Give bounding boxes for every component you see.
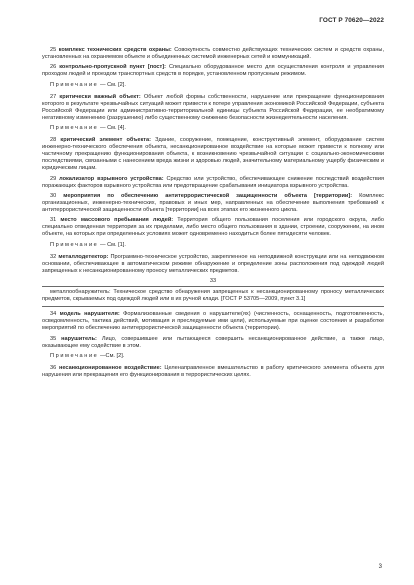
term-entry-28 xyxy=(42,137,384,172)
note-label: Примечание xyxy=(50,81,99,88)
term-entry-35 xyxy=(42,336,384,350)
term-definition: Здание, сооружение, помещение, конструктивный элемент, оборудование систем инженерно-технического обеспечения объекта, несанкционированное воздействие на которые может привести к полному или частичному прекращению функционирования объекта, к возникновению чрезвычайной ситуации с социально-экономическими последствиями, связанными с нанесением вреда жизни и здоровью людей, значительному материальному ущербу физическим и юридическим лицам. xyxy=(42,137,385,172)
note-label: Примечание xyxy=(50,125,99,132)
entry-number: 35 xyxy=(50,335,57,342)
note-35 xyxy=(42,353,384,360)
term-entry-27 xyxy=(42,94,384,122)
term-name: критический элемент объекта: xyxy=(60,137,151,144)
term-name: место массового пребывания людей: xyxy=(60,217,174,224)
term-definition: Совокупность совместно действующих технических систем и средств охраны, установленных на охраняемом объекте и объединенных системой инженерных сетей и коммуникаций. xyxy=(42,47,385,61)
term-name: нарушитель: xyxy=(61,335,97,342)
note-label: Примечание xyxy=(50,353,99,360)
term-entry-30 xyxy=(42,193,384,214)
entry-number: 25 xyxy=(50,47,57,53)
note-label: Примечание xyxy=(50,241,99,248)
note-text: — См. [1]. xyxy=(99,241,126,248)
term-name: металлодетектор: xyxy=(58,253,109,260)
page-number: 3 xyxy=(378,563,382,570)
term-entry-36 xyxy=(42,365,384,379)
note-31 xyxy=(42,242,384,249)
entry-number: 28 xyxy=(50,137,57,144)
term-name: несанкционированное воздействие: xyxy=(58,365,162,372)
referenced-definition xyxy=(42,289,384,303)
note-text: —См. [2]. xyxy=(99,353,125,360)
term-definition: Специально оборудованное место для осуществления контроля и управления проходом людей и проездом транспортных средств в порядке, установленном пропускным режимом. xyxy=(42,64,384,78)
term-definition: Объект любой формы собственности, нарушение или прекращение функционирования которого в результате чрезвычайных ситуаций может привести к потере управления экономикой Российской Федерации, субъекта Российской Федерации или административно-территориальной единицы субъекта Российской Федерации, ее необратимому негативному изменению (разрушению) либо существенному снижению безопасности жизнедеятельности населения. xyxy=(42,93,384,121)
note-27 xyxy=(42,125,384,132)
term-name: модель нарушителя: xyxy=(59,311,120,318)
term-entry-32 xyxy=(42,254,384,275)
term-definition: Лицо, совершившее или пытающееся совершить несанкционированное действие, а также лицо, оказывающее ему содействие в этом. xyxy=(42,335,384,349)
source-reference: [ГОСТ Р 53705—2009, пункт 3.1] xyxy=(221,296,306,303)
term-definition: Средство или устройство, обеспечивающее снижение последствий воздействия поражающих факторов взрывного устройства или предотвращение срабатывания инициатора взрывного устройства. xyxy=(42,175,384,189)
term-name: локализатор взрывного устройства: xyxy=(59,175,164,182)
note-26 xyxy=(42,82,384,89)
entry-number: 34 xyxy=(50,311,57,318)
term-definition: Целенаправленное вмешательство в работу критического элемента объекта для нарушения или прекращения его функционирования в террористических целях. xyxy=(42,365,385,379)
entry-number: 36 xyxy=(50,365,57,372)
term-entry-25 xyxy=(42,47,384,61)
term-name: мероприятия по обеспечению антитеррористической защищенности объекта [территории]: xyxy=(63,192,353,199)
term-entry-31 xyxy=(42,217,384,238)
standard-header: ГОСТ Р 70620—2022 xyxy=(319,17,384,24)
terms-section xyxy=(42,47,384,382)
entry-number: 26 xyxy=(50,64,57,71)
term-definition: Формализованные сведения о нарушителе(ях) (численность, оснащенность, подготовленность, осведомленность, тактика действий, мотивация и преследуемые ими цели), используемые при оценке состояния и разработке мероприятий по обеспечению антитеррористической защищенности объекта (территории). xyxy=(42,311,384,332)
term-definition: Техническое средство обнаружения запрещенных к несанкционированному проносу металлических предметов, скрываемых под одеждой людей или в их ручной клади. xyxy=(42,289,384,303)
term-name: металлообнаружитель: xyxy=(50,289,111,296)
term-entry-26 xyxy=(42,64,384,78)
term-entry-29 xyxy=(42,176,384,190)
term-entry-33-number: 33 xyxy=(209,278,217,285)
term-name: комплекс технических средств охраны: xyxy=(58,47,172,53)
entry-number: 30 xyxy=(50,192,57,199)
term-definition: Программно-техническое устройство, закрепленное на неподвижной конструкции или на неподвижном основании, обеспечивающее в автоматическом режиме обнаружение и определение зоны расположения под одеждой людей запрещенных к несанкционированному проносу металлических предметов. xyxy=(42,253,384,274)
term-definition: Комплекс организационных, инженерно-технических, правовых и иных мер, направленных на обеспечение выполнения требований к антитеррористической защищенности объекта [территории] на всех этапах его жизненного цикла. xyxy=(42,192,384,214)
note-text: — См. [2]. xyxy=(99,81,126,88)
term-name: критически важный объект: xyxy=(59,93,141,100)
entry-number: 29 xyxy=(50,175,57,182)
entry-number: 31 xyxy=(50,217,57,224)
term-entry-34 xyxy=(42,311,384,332)
term-name: контрольно-пропускной пункт [пост]: xyxy=(59,64,167,71)
entry-number: 27 xyxy=(50,93,57,100)
note-text: — См. [4]. xyxy=(99,125,126,132)
term-entry-33 xyxy=(42,286,384,307)
entry-number: 32 xyxy=(50,253,57,260)
term-definition: Территория общего пользования поселения или городского округа, либо специально отведенная территория за их пределами, либо место общего пользования в здании, строении, сооружении, на ином объекте, на которых при определенных условиях может одновременно находиться более пятидесяти человек. xyxy=(42,217,384,238)
